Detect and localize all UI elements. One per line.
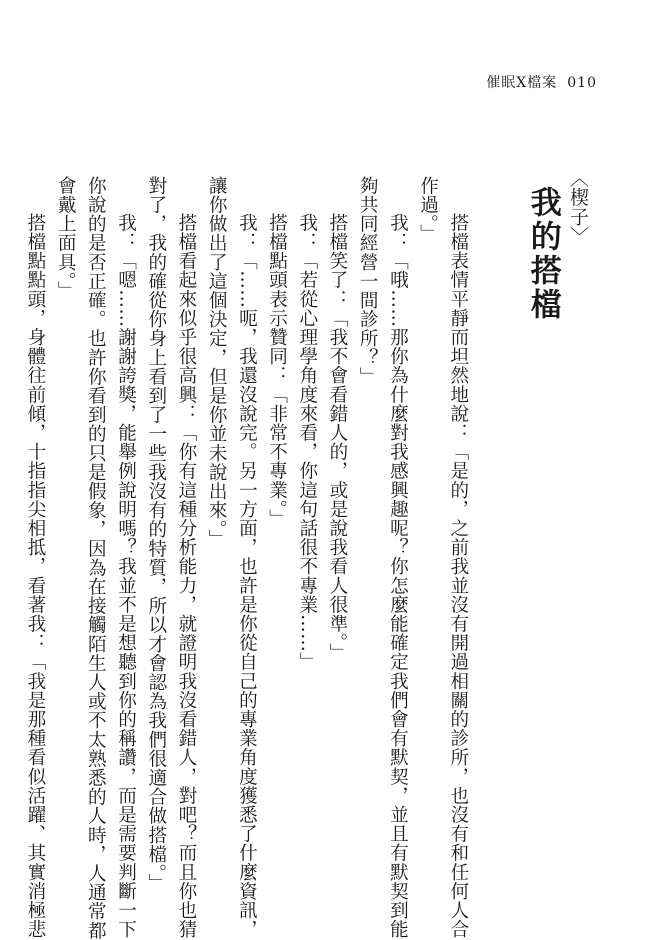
running-header [486,72,597,92]
text-line: 夠共同經營一間診所？」 [357,176,379,387]
text-line: 我：「哦……那你為什麼對我感興趣呢？你怎麼能確定我們會有默契，並且有默契到能 [387,213,409,939]
text-line: 讓你做出了這個決定，但是你並未說出來。」 [206,176,228,549]
text-line: 搭檔看起來似乎很高興：「你有這種分析能力，就證明我沒看錯人，對吧？而且你也猜 [175,213,197,939]
chapter-subtitle: 〈楔子〉 [567,168,589,246]
book-title: 催眠X檔案 [486,75,558,91]
text-line: 搭檔點點頭，身體往前傾，十指指尖相抵，看著我：「我是那種看似活躍、其實消極悲 [24,213,46,939]
text-line: 搭檔表情平靜而坦然地說：「是的，之前我並沒有開過相關的診所，也沒有和任何人合 [447,213,469,939]
page-number: 010 [567,75,597,91]
text-line: 你說的是否正確。也許你看到的只是假象，因為在接觸陌生人或不太熟悉的人時，人通常都 [85,176,107,940]
text-line: 會戴上面具。」 [55,176,77,301]
text-line: 我：「若從心理學角度來看，你這句話很不專業……」 [296,213,318,672]
text-line: 作過。」 [417,176,439,244]
chapter-title: 我的搭檔 [524,186,561,322]
text-line: 我：「……呃，我還沒說完。另一方面，也許是你從自己的專業角度獲悉了什麼資訊， [236,213,258,939]
vertical-text-block [20,168,593,940]
text-line: 搭檔笑了：「我不會看錯人的，或是說我看人很準。」 [326,213,348,663]
text-line: 我：「嗯……謝謝誇獎，能舉例說明嗎？我並不是想聽到你的稱讚，而是需要判斷一下 [115,213,137,939]
text-line: 搭檔點頭表示贊同：「非常不專業。」 [266,213,288,529]
text-line: 對了，我的確從你身上看到了一些我沒有的特質，所以才會認為我們很適合做搭檔。」 [145,176,167,893]
